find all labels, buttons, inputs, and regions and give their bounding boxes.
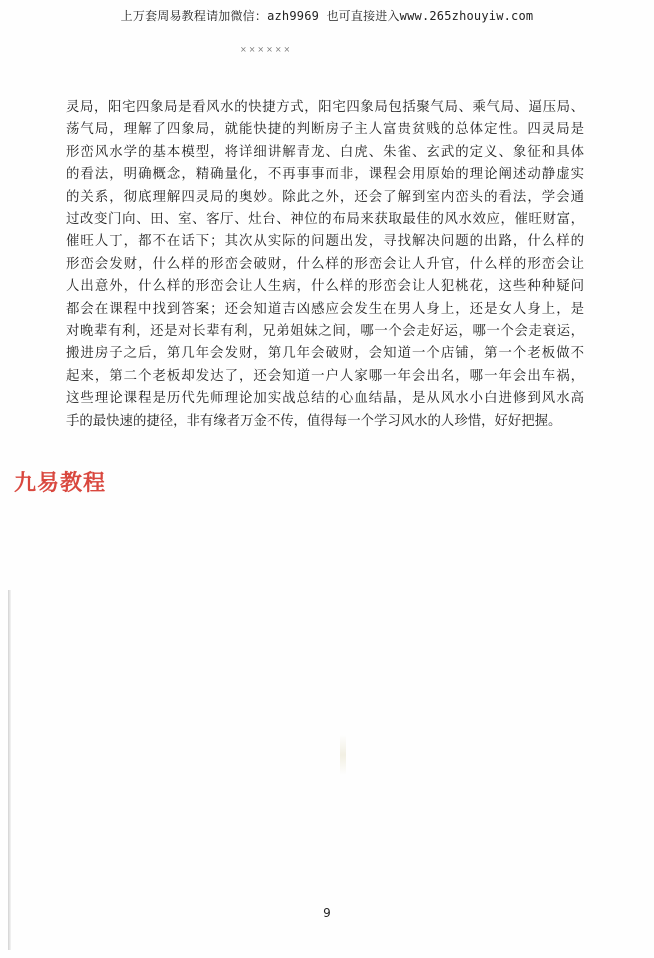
body-line: 过改变门向、田、室、客厅、灶台、神位的布局来获取最佳的风水效应，催旺财富， xyxy=(66,212,584,228)
body-line: 手的最快速的捷径，非有缘者万金不传，值得每一个学习风水的人珍惜，好好把握。 xyxy=(66,413,562,429)
scan-artifact xyxy=(340,735,346,775)
scan-edge-shadow xyxy=(8,590,11,950)
body-line: 的关系，彻底理解四灵局的奥妙。除此之外，还会了解到室内峦头的看法，学会通 xyxy=(66,189,584,205)
running-header: ×××××× xyxy=(240,45,293,54)
body-line: 都会在课程中找到答案；还会知道吉凶感应会发生在男人身上，还是女人身上，是 xyxy=(66,301,584,317)
page-number: 9 xyxy=(323,906,331,920)
body-line: 对晚辈有利，还是对长辈有利，兄弟姐妹之间，哪一个会走好运，哪一个会走衰运， xyxy=(66,324,584,340)
body-line: 灵局，阳宅四象局是看风水的快捷方式，阳宅四象局包括聚气局、乘气局、逼压局、 xyxy=(66,100,584,115)
body-line: 的看法，明确概念，精确量化，不再事事而非，课程会用原始的理论阐述动静虚实 xyxy=(66,167,584,183)
body-line: 形峦会发财，什么样的形峦会破财，什么样的形峦会让人升官，什么样的形峦会让 xyxy=(66,256,584,272)
body-line: 形峦风水学的基本模型，将详细讲解青龙、白虎、朱雀、玄武的定义、象征和具体 xyxy=(66,144,584,160)
body-paragraph xyxy=(66,97,584,433)
body-line: 这些理论课程是历代先师理论加实战总结的心血结晶，是从风水小白进修到风水高 xyxy=(66,391,584,407)
body-line: 催旺人丁，都不在话下；其次从实际的问题出发，寻找解决问题的出路，什么样的 xyxy=(66,234,584,250)
body-line: 荡气局，理解了四象局，就能快捷的判断房子主人富贵贫贱的总体定性。四灵局是 xyxy=(66,122,584,138)
brand-stamp: 九易教程 xyxy=(14,471,107,496)
body-line: 人出意外，什么样的形峦会让人生病，什么样的形峦会让人犯桃花，这些种种疑问 xyxy=(66,279,584,295)
body-line: 搬进房子之后，第几年会发财，第几年会破财，会知道一个店铺，第一个老板做不 xyxy=(66,346,584,362)
top-watermark: 上万套周易教程请加微信：azh9969 也可直接进入www.265zhouyiw.com xyxy=(120,9,534,23)
body-line: 起来，第二个老板却发达了，还会知道一户人家哪一年会出名，哪一年会出车祸， xyxy=(66,368,584,384)
